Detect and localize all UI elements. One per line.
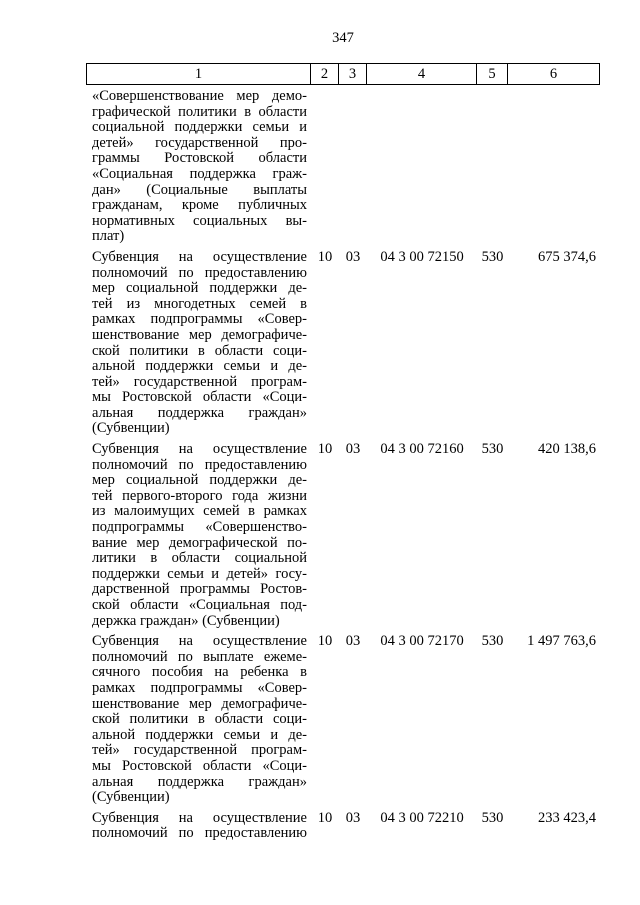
subsection-code: 03 <box>345 248 361 265</box>
description-line: гражданам, кроме публичных <box>92 197 307 214</box>
description-line: поддержки семьи и детей» госу- <box>92 565 307 582</box>
amount: 1 497 763,6 <box>527 633 596 650</box>
header-cell-1: 1 <box>86 63 311 85</box>
description-line: ской области «Социальная под- <box>92 597 307 613</box>
header-cell-2: 2 <box>311 63 339 85</box>
target-article-code: 04 3 00 72210 <box>380 809 464 826</box>
subsection-code: 03 <box>345 633 361 650</box>
description-line: мы Ростовской области «Соци- <box>92 757 307 774</box>
expense-type-code: 530 <box>481 441 504 458</box>
table-row <box>86 245 600 437</box>
description-cell <box>86 811 311 842</box>
description-line: полномочий по предоставлению <box>92 456 307 473</box>
description-line: из малоимущих семей в рамках <box>92 503 307 520</box>
header-cell-5: 5 <box>477 63 508 85</box>
description-cell <box>86 250 311 437</box>
expense-type-code: 530 <box>481 633 504 650</box>
description-line: «Социальная поддержка граж- <box>92 165 307 182</box>
header-cell-3: 3 <box>339 63 367 85</box>
description-line: графической политики в области <box>92 103 307 120</box>
description-line: (Субвенции) <box>92 789 170 806</box>
description-line: альная поддержка граждан» <box>92 773 307 790</box>
subsection-code <box>339 89 367 245</box>
description-line: дарственной программы Ростов- <box>92 581 307 598</box>
description-line: рамках подпрограммы «Совер- <box>92 311 307 328</box>
table-row <box>86 437 600 629</box>
description-line: полномочий по выплате ежеме- <box>92 648 307 665</box>
description-line: «Совершенствование мер демо- <box>92 88 307 104</box>
description-line: сячного пособия на ребенка в <box>92 664 307 681</box>
description-line: Субвенция на осуществление <box>92 809 307 826</box>
description-line: граммы Ростовской области <box>92 150 307 167</box>
target-article-code: 04 3 00 72150 <box>380 248 464 265</box>
subsection-code: 03 <box>345 441 361 458</box>
description-line: тей» государственной програм- <box>92 742 307 759</box>
description-line: держка граждан» (Субвенции) <box>92 612 280 629</box>
description-line: тей из многодетных семей в <box>92 295 307 312</box>
description-line: литики в области социальной <box>92 550 307 567</box>
description-line: детей» государственной про- <box>92 134 307 151</box>
description-line: дан» (Социальные выплаты <box>92 181 307 198</box>
description-line: мер социальной поддержки де- <box>92 472 307 489</box>
amount: 675 374,6 <box>538 248 596 265</box>
description-line: мы Ростовской области «Соци- <box>92 389 307 406</box>
amount: 420 138,6 <box>538 441 596 458</box>
description-line: ской политики в области соци- <box>92 342 307 359</box>
description-line: альной поддержки семьи и де- <box>92 726 307 743</box>
description-line: альная поддержка граждан» <box>92 404 307 421</box>
description-line: Субвенция на осуществление <box>92 248 307 265</box>
description-line: вание мер демографической по- <box>92 534 307 551</box>
description-line: тей первого-второго года жизни <box>92 487 307 504</box>
description-line: шенствование мер демографиче- <box>92 326 307 343</box>
description-cell <box>86 442 311 629</box>
description-line: тей» государственной програм- <box>92 373 307 390</box>
section-code: 10 <box>317 633 333 650</box>
description-line: подпрограммы «Совершенство- <box>92 519 307 536</box>
description-line: социальной поддержки семьи и <box>92 119 307 136</box>
section-code: 10 <box>317 441 333 458</box>
description-cell <box>86 89 311 245</box>
table-header <box>86 63 600 85</box>
target-article-code <box>367 89 477 245</box>
page-number: 347 <box>332 30 354 46</box>
description-line: (Субвенции) <box>92 420 170 437</box>
table-row <box>86 629 600 806</box>
description-line: нормативных социальных вы- <box>92 212 307 229</box>
expense-type-code <box>477 89 508 245</box>
amount <box>508 89 600 245</box>
description-line: мер социальной поддержки де- <box>92 280 307 297</box>
description-line: полномочий по предоставлению <box>92 825 307 842</box>
expense-type-code: 530 <box>481 809 504 826</box>
header-cell-4: 4 <box>367 63 477 85</box>
expense-type-code: 530 <box>481 248 504 265</box>
section-code: 10 <box>317 248 333 265</box>
subsection-code: 03 <box>345 809 361 826</box>
description-line: шенствование мер демографиче- <box>92 695 307 712</box>
description-line: ской политики в области соци- <box>92 711 307 728</box>
description-line: Субвенция на осуществление <box>92 633 307 650</box>
amount: 233 423,4 <box>538 809 596 826</box>
target-article-code: 04 3 00 72170 <box>380 633 464 650</box>
budget-table <box>86 63 600 842</box>
description-line: полномочий по предоставлению <box>92 264 307 281</box>
header-cell-6: 6 <box>508 63 600 85</box>
description-line: плат) <box>92 228 125 245</box>
description-line: рамках подпрограммы «Совер- <box>92 679 307 696</box>
section-code <box>311 89 339 245</box>
description-cell <box>86 634 311 806</box>
table-row <box>86 806 600 842</box>
target-article-code: 04 3 00 72160 <box>380 441 464 458</box>
table-row <box>86 85 600 245</box>
description-line: альной поддержки семьи и де- <box>92 358 307 375</box>
description-line: Субвенция на осуществление <box>92 441 307 458</box>
section-code: 10 <box>317 809 333 826</box>
